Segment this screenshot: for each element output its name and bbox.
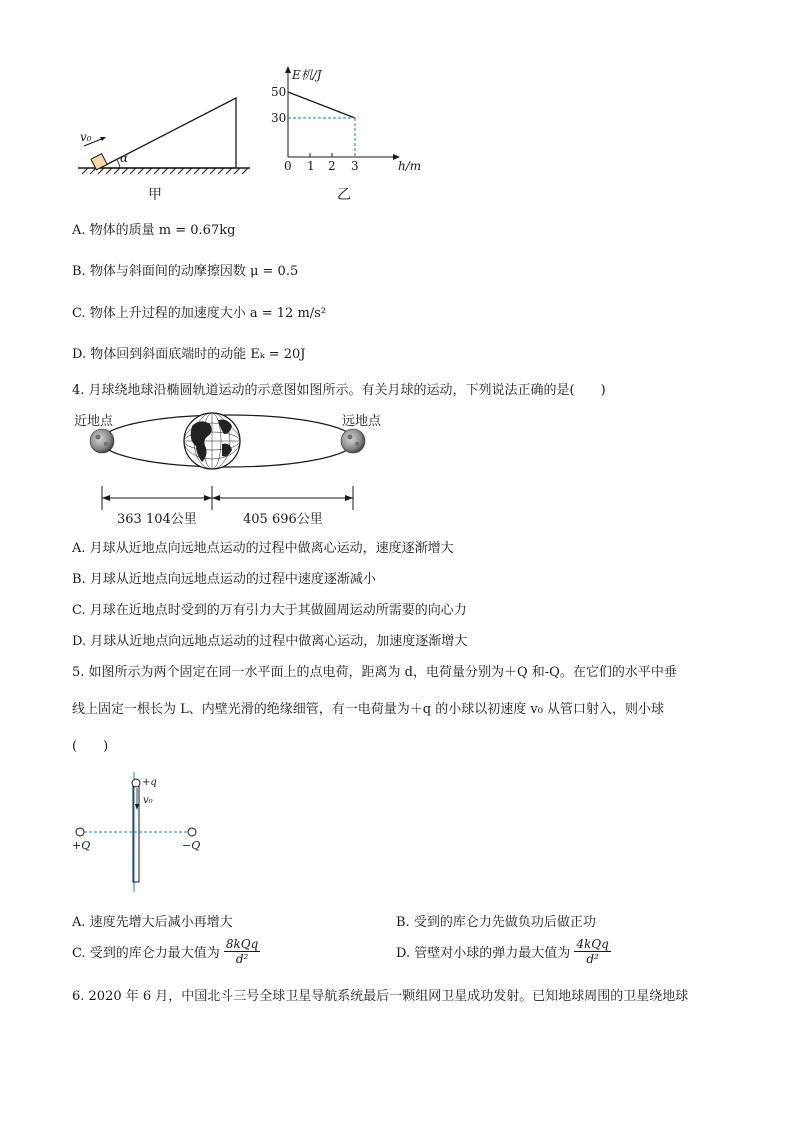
fig-v0-label: v₀ <box>143 795 153 806</box>
q5-option-c-fraction <box>224 937 260 966</box>
q4-option-b[interactable]: B. 月球从近地点向远地点运动的过程中速度逐渐减小 <box>72 572 376 587</box>
q5-stem-line1: 5. 如图所示为两个固定在同一水平面上的点电荷，距离为 d，电荷量分别为＋Q 和-Q。在它们的水平中垂 <box>72 665 677 680</box>
q4-option-c[interactable]: C. 月球在近地点时受到的万有引力大于其做圆周运动所需要的向心力 <box>72 603 467 618</box>
figure-caption-jia: 甲 <box>148 187 162 203</box>
q5-stem-line3: ( ) <box>72 739 109 754</box>
distance-left-label: 363 104公里 <box>117 512 197 527</box>
q5-option-b[interactable]: B. 受到的库仑力先做负功后做正功 <box>396 915 596 930</box>
q3-option-a[interactable]: A. 物体的质量 m = 0.67kg <box>72 223 236 238</box>
graph-tick-x0: 0 <box>284 159 292 173</box>
perigee-label: 近地点 <box>74 414 114 429</box>
q3-option-d[interactable]: D. 物体回到斜面底端时的动能 Eₖ = 20J <box>72 347 306 362</box>
fig-plus-Q-label: +Q <box>72 839 91 852</box>
q5-option-d-denominator: d² <box>586 952 599 966</box>
q5-option-d-fraction <box>574 937 610 966</box>
q5-option-c-numerator: 8kQq <box>225 937 259 951</box>
q5-option-d[interactable] <box>396 937 611 966</box>
figure-caption-yi: 乙 <box>337 187 351 203</box>
q4-option-a[interactable]: A. 月球从近地点向远地点运动的过程中做离心运动，速度逐渐增大 <box>72 541 454 556</box>
graph-tick-x1: 1 <box>307 159 315 173</box>
q4-stem: 4. 月球绕地球沿椭圆轨道运动的示意图如图所示。有关月球的运动，下列说法正确的是( ) <box>72 383 606 398</box>
q3-option-b[interactable]: B. 物体与斜面间的动摩擦因数 μ = 0.5 <box>72 264 299 279</box>
incline-figure <box>70 90 260 200</box>
q5-option-d-text: D. 管壁对小球的弹力最大值为 <box>396 946 571 961</box>
q5-option-c-text: C. 受到的库仑力最大值为 <box>72 946 220 961</box>
q4-option-d[interactable]: D. 月球从近地点向远地点运动的过程中做离心运动，加速度逐渐增大 <box>72 634 468 649</box>
q5-option-c-denominator: d² <box>235 952 249 966</box>
fig-minus-Q-label: −Q <box>182 839 201 852</box>
q5-option-c[interactable] <box>72 937 260 966</box>
graph-y-axis-label: E机/J <box>292 68 322 82</box>
q6-stem: 6. 2020 年 6 月，中国北斗三号全球卫星导航系统最后一颗组网卫星成功发射。已知地球周围的卫星绕地球 <box>72 989 689 1004</box>
q5-option-d-numerator: 4kQq <box>576 937 609 951</box>
q5-option-a[interactable]: A. 速度先增大后减小再增大 <box>72 915 233 930</box>
alpha-label: α <box>120 151 129 165</box>
moon-orbit-figure <box>80 404 380 524</box>
graph-x-axis-label: h/m <box>398 159 422 173</box>
graph-tick-x3: 3 <box>351 159 359 173</box>
v0-label: v₀ <box>80 130 92 144</box>
graph-tick-30: 30 <box>271 111 287 125</box>
distance-right-label: 405 696公里 <box>243 512 323 527</box>
q3-option-c[interactable]: C. 物体上升过程的加速度大小 a = 12 m/s² <box>72 306 327 321</box>
graph-tick-x2: 2 <box>328 159 336 173</box>
charges-tube-figure <box>70 768 210 898</box>
apogee-label: 远地点 <box>342 414 382 429</box>
fig-plus-q-label: +q <box>142 777 157 788</box>
graph-tick-50: 50 <box>271 85 287 99</box>
q5-stem-line2: 线上固定一根长为 L、内壁光滑的绝缘细管，有一电荷量为＋q 的小球以初速度 v₀ 从管口射入，则小球 <box>72 702 665 717</box>
